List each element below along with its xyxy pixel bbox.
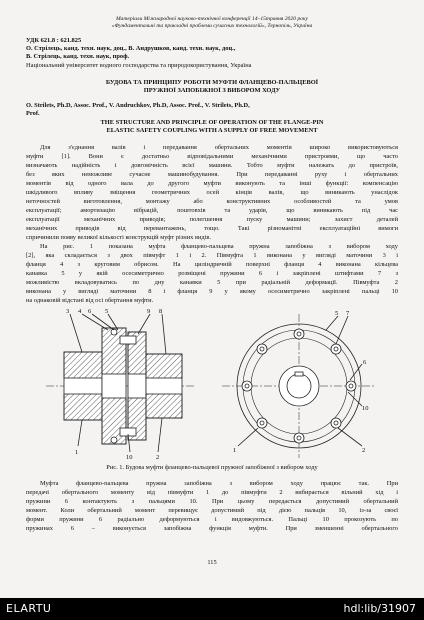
body-line: моментів від одного вала до другого муфти виконують та інші функції: компенсацію: [26, 180, 398, 187]
authors-en-line2: Prof.: [26, 110, 40, 117]
udc-code: УДК 621.8 : 621.825: [26, 37, 82, 44]
figure-label: 10: [362, 405, 369, 412]
handle-id: hdl:lib/31907: [343, 602, 416, 615]
title-uk-line2: ПРУЖНОЇ ЗАПОБІЖНОЇ З ВИБОРОМ ХОДУ: [143, 87, 281, 94]
coupling-section-view: [46, 314, 194, 452]
repository-footer: [0, 598, 424, 620]
figure-label: 10: [126, 454, 133, 460]
body-line: [2], яка складається з двох півмуфт 1 і 2. Півмуфта 1 виконана у вигляді маточини 3 і: [26, 252, 398, 259]
figure-label: 4: [78, 308, 82, 315]
figure-label: 1: [75, 449, 79, 456]
body-line: виконана у вигляді маточини 8 і фланця 9 у якому осесиметрично закріплені пальці 10: [26, 288, 398, 295]
figure-label: 6: [88, 308, 92, 315]
figure-label: 3: [66, 308, 70, 315]
title-en-line2: ELASTIC SAFETY COUPLING WITH A SUPPLY OF FREE MOVEMENT: [106, 127, 318, 134]
body-line: визначають надійність і довговічність всієї машини. Тобто муфти належать до пристроїв,: [26, 162, 398, 169]
body-line: експлуатації; амортизацію вібрацій, поштовхів та ударів, що виникають під час: [26, 207, 398, 214]
title-en-line1: THE STRUCTURE AND PRINCIPLE OF OPERATION OF THE FLANGE-PIN: [100, 119, 324, 126]
coupling-figure: [26, 306, 398, 460]
body-line: форми пружини 6 радіально деформуються і видовжуються. Пальці 10 прокозують по: [26, 516, 398, 523]
figure-label: 5: [105, 308, 109, 315]
body-line: канавка 5 у якій осесиметрично розміщені пружини 6 і закріплені штифтами 7 з: [26, 270, 398, 277]
body-line: фланця 4 з круговим обрисом. На циліндричній поверхні фланця 4 виконана кільцева: [26, 261, 398, 268]
body-line: неточностей виготовлення, монтажу або конструктивних особливостей та умов: [26, 198, 398, 205]
authors-uk-line1: О. Стрілець, канд. техн. наук, доц., В. Андрушков, канд. техн. наук, доц.,: [26, 45, 236, 52]
figure-label: 5: [335, 310, 339, 317]
figure-label: 2: [156, 454, 160, 460]
body-line: експлуатації механічних приводів; полегшення пуску машини; захист деталей: [26, 216, 398, 223]
body-line: можливістю вкладовуватись по дну канавки 5 при радіальній деформації. Півмуфта 2: [26, 279, 398, 286]
body-line: спричинили появу великої кількості конструкцій муфт різних видів.: [26, 234, 212, 241]
body-line: передачі обертального моменту від півмуфти 1 до півмуфти 2 вибирається вільний хід і: [26, 489, 398, 496]
body-line: механічних приводів від перевантажень, тощо. Такі різноманітні експлуатаційні вимоги: [26, 225, 398, 232]
conference-header-line1: Матеріали Міжнародної науково-технічної конференції 14–15травня 2020 року: [115, 16, 309, 22]
affiliation: Національний університет водного господарства та природокористування, Україна: [26, 62, 252, 69]
body-line: пружинах 6 – виконується запобіжна функція муфти. При зменшенні обертального: [26, 525, 398, 532]
body-line: На рис. 1 показана муфта фланцево-пальцева пружна запобіжна з вибором ходу: [40, 243, 398, 250]
authors-en-line1: O. Strilets, Ph.D, Assoc. Prof., V. Andruchkov, Ph.D, Assoc. Prof., V. Strilets, Ph.D,: [26, 102, 250, 109]
figure-label: 1: [233, 447, 237, 454]
body-line: без яких неможливе сучасне машинобудування. При передаванні руху і обертальних: [26, 171, 398, 178]
conference-header-line2: «Фундаментальні та прикладні проблеми сучасних технологій», Тернопіль, Україна: [111, 23, 313, 29]
page-number: 115: [207, 559, 217, 566]
figure-label: 7: [346, 310, 350, 317]
figure-label: 2: [362, 447, 366, 454]
body-line: Для з'єднання валів і передавання обертальних моментів широко використовуються: [40, 144, 398, 151]
figure-label: 9: [147, 308, 151, 315]
body-line: на однаковій відстані від осі обертання муфти.: [26, 297, 154, 304]
title-uk-line1: БУДОВА ТА ПРИНЦИПУ РОБОТИ МУФТИ ФЛАНЦЕВО-ПАЛЬЦЕВОЇ: [105, 79, 319, 86]
coupling-end-view: [222, 314, 376, 458]
figure-label: 6: [363, 359, 367, 366]
body-line: момент. Коли обертальний момент перевищує допустимий під дією пальців 10, із-за своєї: [26, 507, 398, 514]
body-line: пружини 6 контактують з пальцями 10. При цьому передається допустимий обертальний: [26, 498, 398, 505]
body-line: муфти [1]. Вони є достатньо відповідальними механічними пристроями, що часто: [26, 153, 398, 160]
authors-uk-line2: В. Стрілець, канд. техн. наук, проф.: [26, 53, 130, 60]
figure-caption: Рис. 1. Будова муфти фланцево-пальцевої пружної запобіжної з вибором ходу: [106, 464, 318, 471]
repository-name: ELARTU: [6, 602, 52, 615]
figure-label: 8: [159, 308, 163, 315]
body-line: Муфта фланцево-пальцева пружна запобіжна з вибором ходу працює так. При: [40, 480, 398, 487]
body-line: шкідливого впливу зміщення геометричних осей кінців валів, що виникають унаслідок: [26, 189, 398, 196]
